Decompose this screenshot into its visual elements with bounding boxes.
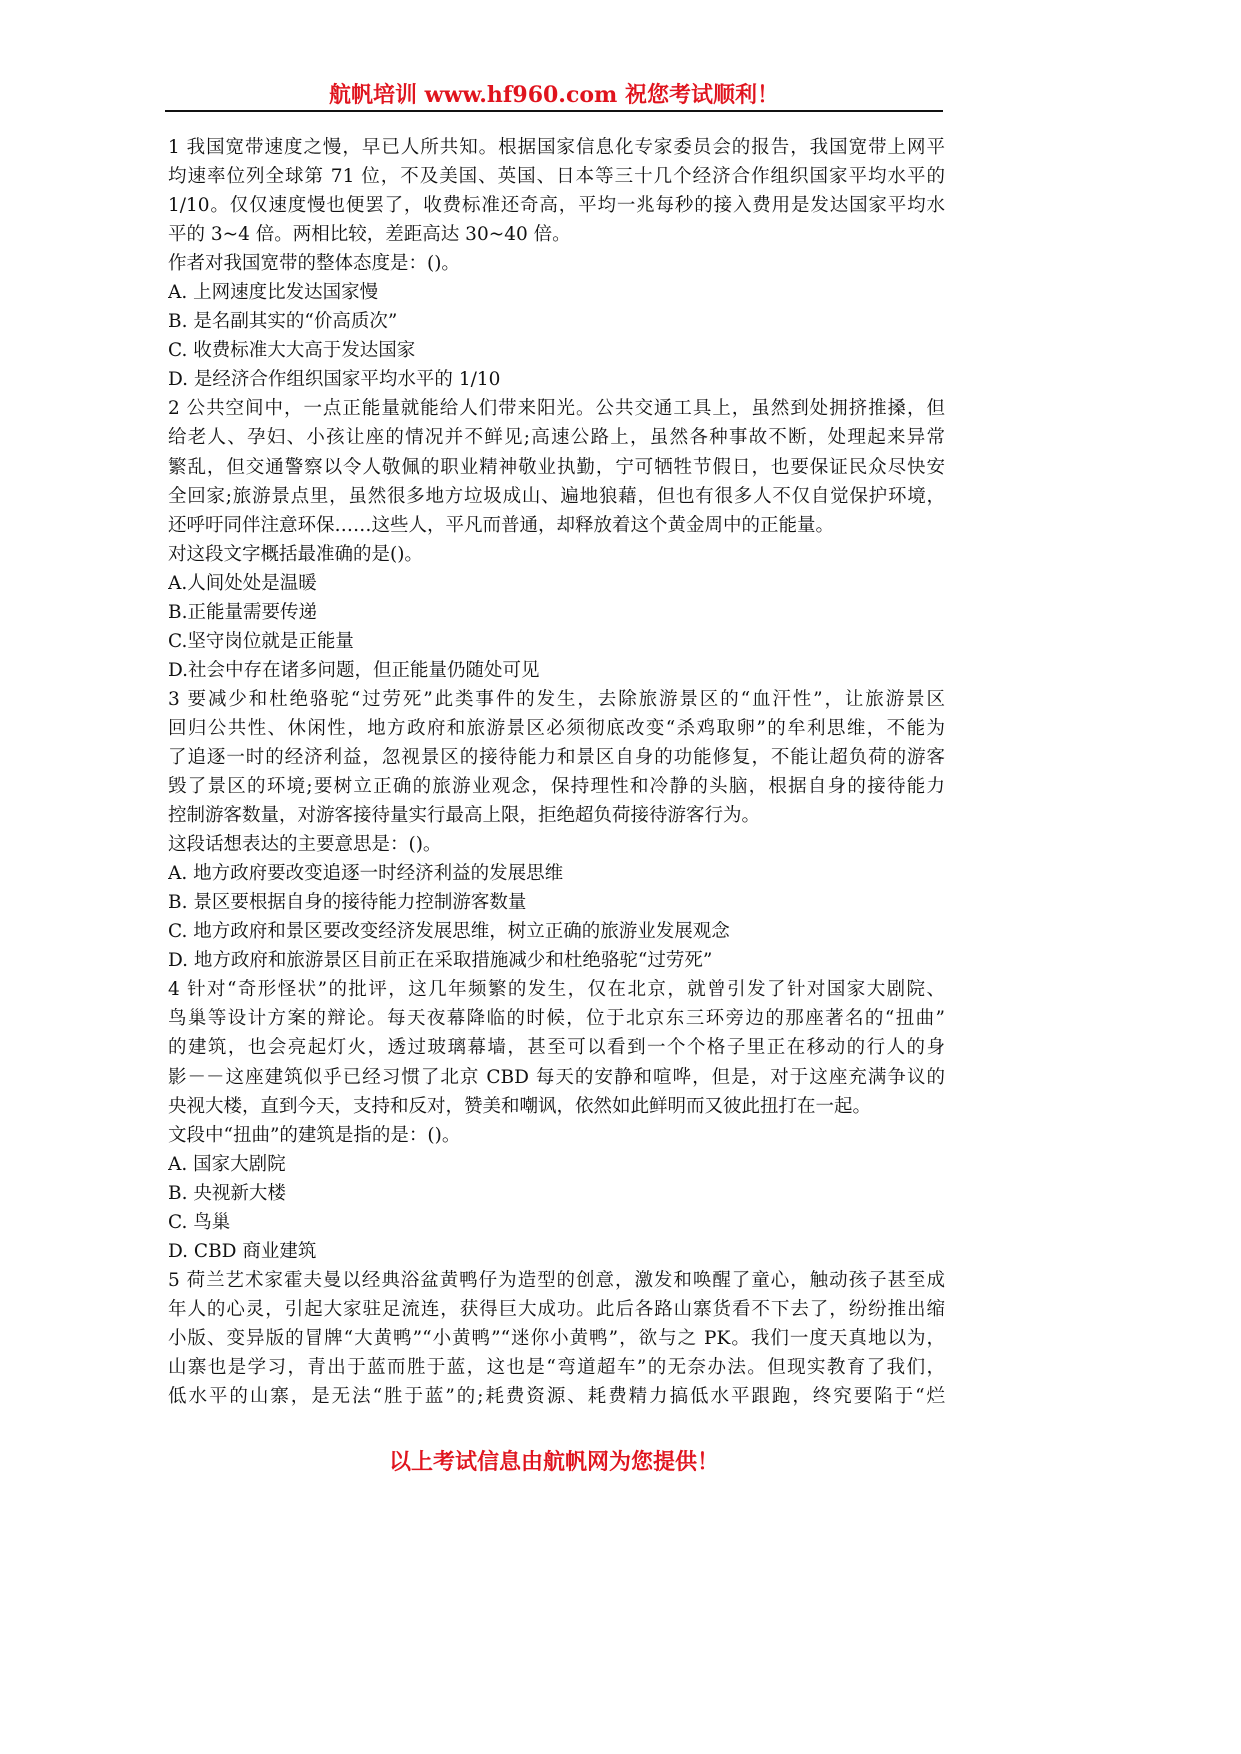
passage-line: 小版、变异版的冒牌“大黄鸭”“小黄鸭”“迷你小黄鸭”，欲与之 PK。我们一度天真地以为，	[168, 1327, 945, 1349]
passage-line: 1/10。仅仅速度慢也便罢了，收费标准还奇高，平均一兆每秒的接入费用是发达国家平均水	[168, 195, 945, 217]
header-divider	[165, 110, 943, 112]
passage-line: 繁乱，但交通警察以令人敬佩的职业精神敬业执勤，宁可牺牲节假日，也要保证民众尽快安	[168, 456, 945, 478]
passage-line: 毁了景区的环境;要树立正确的旅游业观念，保持理性和冷静的头脑，根据自身的接待能力	[168, 776, 945, 798]
passage-line: 给老人、孕妇、小孩让座的情况并不鲜见;高速公路上，虽然各种事故不断，处理起来异常	[168, 427, 945, 449]
passage-line: 鸟巢等设计方案的辩论。每天夜幕降临的时候，位于北京东三环旁边的那座著名的“扭曲”	[168, 1008, 945, 1030]
passage-line: 均速率位列全球第 71 位，不及美国、英国、日本等三十几个经济合作组织国家平均水平的	[168, 166, 945, 188]
answer-option: C. 收费标准大大高于发达国家	[168, 340, 416, 362]
answer-option: B. 是名副其实的“价高质次”	[168, 311, 398, 333]
answer-option: A. 国家大剧院	[168, 1153, 286, 1175]
answer-option: C. 地方政府和景区要改变经济发展思维，树立正确的旅游业发展观念	[168, 921, 730, 943]
answer-option: D. 是经济合作组织国家平均水平的 1/10	[168, 369, 501, 391]
passage-line: 2 公共空间中，一点正能量就能给人们带来阳光。公共交通工具上，虽然到处拥挤推搡，但	[168, 398, 945, 420]
passage-line: 还呼吁同伴注意环保……这些人，平凡而普通，却释放着这个黄金周中的正能量。	[168, 514, 835, 536]
passage-line: 低水平的山寨，是无法“胜于蓝”的;耗费资源、耗费精力搞低水平跟跑，终究要陷于“烂	[168, 1386, 945, 1408]
question-1	[168, 133, 945, 394]
passage-line: 回归公共性、休闲性，地方政府和旅游景区必须彻底改变“杀鸡取卵”的牟利思维，不能为	[168, 717, 945, 739]
passage-line: 山寨也是学习，青出于蓝而胜于蓝，这也是“弯道超车”的无奈办法。但现实教育了我们，	[168, 1356, 945, 1378]
question-3	[168, 685, 945, 975]
answer-option: C.坚守岗位就是正能量	[168, 630, 354, 652]
passage-line: 平的 3~4 倍。两相比较，差距高达 30~40 倍。	[168, 224, 571, 246]
passage-line: 了追逐一时的经济利益，忽视景区的接待能力和景区自身的功能修复，不能让超负荷的游客	[168, 746, 945, 768]
answer-option: A. 上网速度比发达国家慢	[168, 282, 379, 304]
passage-line: 影－－这座建筑似乎已经习惯了北京 CBD 每天的安静和喧哗，但是，对于这座充满争议的	[168, 1066, 945, 1088]
question-prompt: 作者对我国宽带的整体态度是：()。	[168, 253, 460, 275]
passage-line: 4 针对“奇形怪状”的批评，这几年频繁的发生，仅在北京，就曾引发了针对国家大剧院、	[168, 979, 945, 1001]
page-footer-text: 以上考试信息由航帆网为您提供！	[388, 1449, 719, 1475]
document-body	[168, 133, 945, 1411]
question-prompt: 对这段文字概括最准确的是()。	[168, 543, 423, 565]
question-prompt: 文段中“扭曲”的建筑是指的是：()。	[168, 1124, 461, 1146]
answer-option: A. 地方政府要改变追逐一时经济利益的发展思维	[168, 863, 564, 885]
answer-option: B. 央视新大楼	[168, 1182, 286, 1204]
passage-line: 1 我国宽带速度之慢，早已人所共知。根据国家信息化专家委员会的报告，我国宽带上网平	[168, 137, 945, 158]
passage-line: 央视大楼，直到今天，支持和反对，赞美和嘲讽，依然如此鲜明而又彼此扭打在一起。	[168, 1095, 872, 1117]
answer-option: D. CBD 商业建筑	[168, 1240, 317, 1262]
question-5	[168, 1266, 945, 1411]
answer-option: C. 鸟巢	[168, 1211, 231, 1233]
passage-line: 5 荷兰艺术家霍夫曼以经典浴盆黄鸭仔为造型的创意，激发和唤醒了童心，触动孩子甚至成	[168, 1269, 945, 1291]
passage-line: 的建筑，也会亮起灯火，透过玻璃幕墙，甚至可以看到一个个格子里正在移动的行人的身	[168, 1037, 945, 1059]
passage-line: 控制游客数量，对游客接待量实行最高上限，拒绝超负荷接待游客行为。	[168, 805, 761, 827]
answer-option: B. 景区要根据自身的接待能力控制游客数量	[168, 892, 527, 914]
question-4	[168, 975, 945, 1265]
question-2	[168, 394, 945, 684]
answer-option: D.社会中存在诸多问题，但正能量仍随处可见	[168, 659, 540, 681]
page-header-title: 航帆培训 www.hf960.com 祝您考试顺利！	[329, 82, 779, 108]
answer-option: A.人间处处是温暖	[168, 572, 317, 594]
answer-option: B.正能量需要传递	[168, 601, 317, 623]
answer-option: D. 地方政府和旅游景区目前正在采取措施减少和杜绝骆驼“过劳死”	[168, 950, 713, 972]
passage-line: 全回家;旅游景点里，虽然很多地方垃圾成山、遍地狼藉，但也有很多人不仅自觉保护环境，	[168, 485, 945, 507]
question-prompt: 这段话想表达的主要意思是：()。	[168, 834, 442, 856]
passage-line: 3 要减少和杜绝骆驼“过劳死”此类事件的发生，去除旅游景区的“血汗性”，让旅游景区	[168, 688, 945, 710]
passage-line: 年人的心灵，引起大家驻足流连，获得巨大成功。此后各路山寨货看不下去了，纷纷推出缩	[168, 1298, 945, 1320]
